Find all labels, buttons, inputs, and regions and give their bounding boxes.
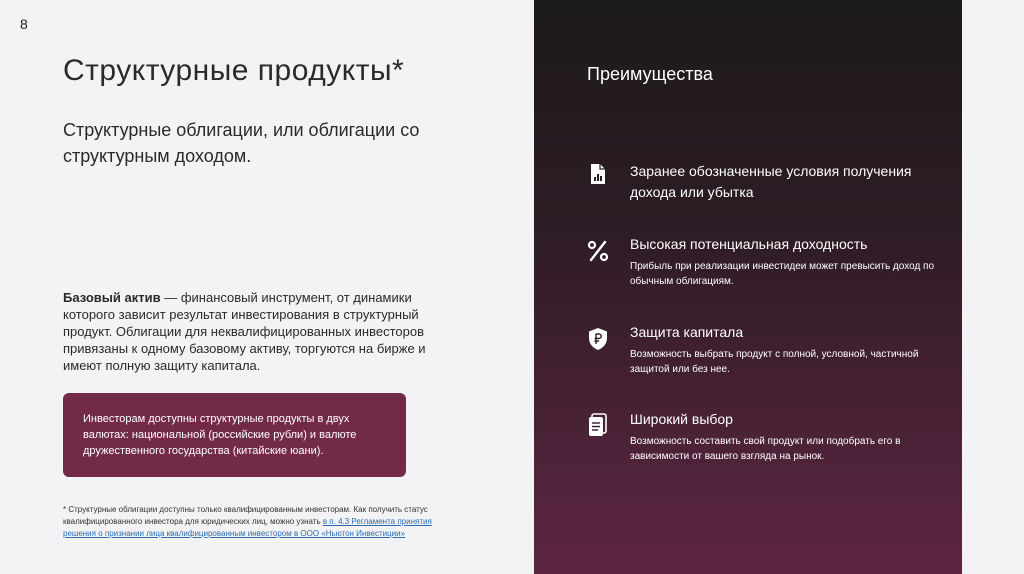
advantage-description: Прибыль при реализации инвестидеи может превысить доход по обычным облигациям.	[630, 261, 935, 287]
footnote-text: * Структурные облигации доступны только квалифицированным инвесторам. Как получить статус квалифицированного инвестора для юридических лиц, можно узнать	[63, 505, 428, 526]
advantage-description: Возможность выбрать продукт с полной, условной, частичной защитой или без нее.	[630, 349, 919, 375]
callout-text: Инвесторам доступны структурные продукты в двух валютах: национальной (российские рубли) и валюте дружественного государства (китайские юани).	[83, 413, 357, 457]
base-asset-description	[63, 289, 443, 374]
base-asset-text: — финансовый инструмент, от динамики которого зависит результат инвестирования в структурный продукт. Облигации для неквалифицированных инвесторов привязаны к одному базовому активу, торгуются на бирже и имеют полную защиту капитала.	[63, 290, 426, 373]
advantages-title: Преимущества	[587, 64, 713, 84]
document-chart-icon	[585, 161, 611, 187]
slide-number: 8	[20, 16, 28, 32]
currency-callout	[63, 393, 406, 477]
base-asset-term: Базовый актив	[63, 290, 161, 305]
advantage-title: Широкий выбор	[630, 411, 733, 427]
shield-ruble-icon	[585, 326, 611, 352]
document-list-icon	[585, 412, 611, 438]
page-title: Структурные продукты*	[63, 54, 405, 87]
advantage-description: Возможность составить свой продукт или подобрать его в зависимости от вашего взгляда на рынок.	[630, 436, 901, 462]
advantage-title: Защита капитала	[630, 324, 744, 340]
percent-icon	[585, 238, 611, 264]
advantage-title: Заранее обозначенные условия получения дохода или убытка	[630, 163, 912, 200]
subtitle: Структурные облигации, или облигации со структурным доходом.	[63, 120, 420, 166]
right-margin-strip	[962, 0, 1024, 574]
footnote	[63, 504, 463, 540]
regulation-link[interactable]: в п. 4.3 Регламента принятия решения о признании лица квалифицированным инвестором в ООО «Ньютон Инвестиции»	[63, 517, 432, 538]
advantage-title: Высокая потенциальная доходность	[630, 236, 868, 252]
